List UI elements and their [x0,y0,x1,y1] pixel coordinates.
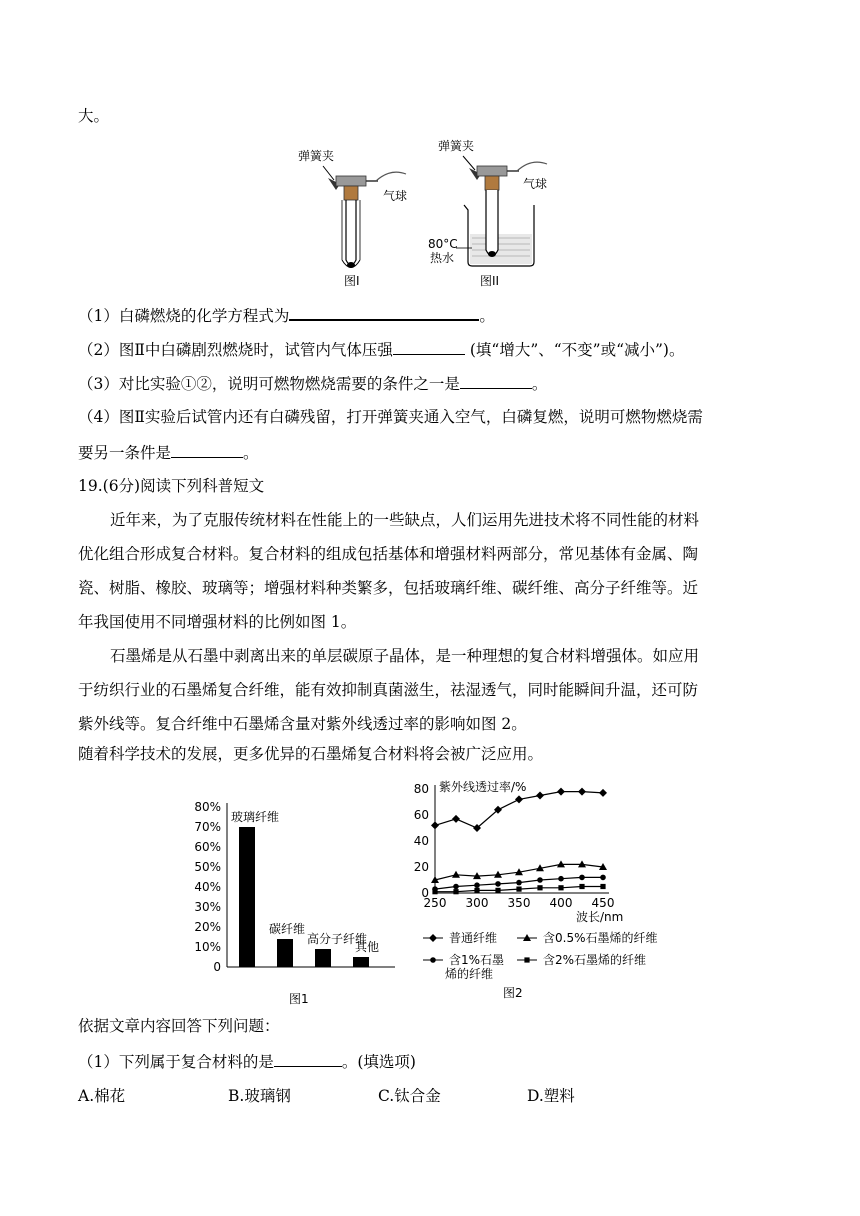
q18-part2-end: (填“增大”、“不变”或“减小”)。 [469,341,685,359]
x-tick-label: 450 [591,896,615,910]
q19-para2-l2: 于纺织行业的石墨烯复合纤维，能有效抑制真菌滋生，祛湿透气，同时能瞬间升温，还可防 [78,681,699,699]
series-3-point [537,877,543,883]
bar-label-1: 玻璃纤维 [231,810,280,824]
hot-water-label: 热水 [430,251,455,265]
series-1-point [557,788,565,796]
y-axis-label: 紫外线透过率/% [439,780,527,794]
q19-heading: 19.(6分)阅读下列科普短文 [78,477,265,495]
y-tick-label: 80 [413,782,429,796]
series-4-point [495,888,500,893]
x-tick-label: 400 [549,896,573,910]
option-b[interactable]: B.玻璃钢 [228,1087,291,1105]
left-clamp-label: 弹簧夹 [298,149,335,163]
bar-2 [277,939,293,967]
series-4-point [537,885,542,890]
legend-1-label: 普通纤维 [449,931,498,945]
q18-part1-blank[interactable] [289,303,479,321]
series-4-point [558,885,563,890]
q19-sub1-text: （1）下列属于复合材料的是 [78,1053,274,1071]
right-balloon-label: 气球 [523,177,548,191]
series-4-point [579,884,584,889]
figure-2-caption: 图II [480,274,500,288]
q18-part4-line2 [78,441,259,463]
series-4-point [432,889,437,894]
series-4-point [453,889,458,894]
q18-part1-text: （1）白磷燃烧的化学方程式为 [78,307,290,325]
series-1-point [431,821,439,829]
bar-label-3: 高分子纤维 [307,932,368,946]
figure-1-apparatus [298,148,407,288]
q18-part4-text: 要另一条件是 [78,444,172,462]
y-tick-label: 60% [194,840,221,854]
q19-para1-l4: 年我国使用不同增强材料的比例如图 1。 [78,613,357,631]
bar-label-2: 碳纤维 [269,922,306,936]
legend-3-label: 含1%石墨 [449,953,505,967]
series-4-point [474,888,479,893]
y-tick-label: 20 [413,860,429,874]
q19-para2-l1: 石墨烯是从石墨中剥离出来的单层碳原子晶体，是一种理想的复合材料增强体。如应用 [110,647,700,665]
q19-sub1-end: 。(填选项) [341,1053,416,1071]
series-3-point [600,875,606,881]
series-4-point [516,887,521,892]
legend-1-marker [429,934,437,942]
q18-part4-end: 。 [243,444,259,462]
series-3-point [495,881,501,887]
y-tick-label: 40 [413,834,429,848]
q19-sub1 [78,1050,416,1072]
q19-para1-l1: 近年来，为了克服传统材料在性能上的一些缺点，人们运用先进技术将不同性能的材料 [110,511,700,529]
bar-1 [239,827,255,967]
x-tick-label: 300 [465,896,489,910]
q18-part3-blank[interactable] [460,372,532,389]
q18-part2-text: （2）图Ⅱ中白磷剧烈燃烧时，试管内气体压强 [78,341,393,359]
y-tick-label: 10% [194,940,221,954]
bar-4 [353,957,369,967]
x-tick-label: 350 [507,896,531,910]
x-axis-label: 波长/nm [576,910,624,924]
left-balloon-label: 气球 [383,189,408,203]
y-tick-label: 50% [194,860,221,874]
q19-para3: 随着科学技术的发展，更多优异的石墨烯复合材料将会被广泛应用。 [78,745,544,763]
legend-4-label: 含2%石墨烯的纤维 [543,953,647,967]
q19-sub1-blank[interactable] [274,1050,342,1067]
y-tick-label: 60 [413,808,429,822]
series-3-point [579,875,585,881]
q18-part1-end: 。 [479,307,495,325]
figure-1-bar-chart [185,785,405,1015]
legend-4-marker [524,957,529,962]
y-tick-label: 40% [194,880,221,894]
x-tick-label: 250 [423,896,447,910]
figure-2-apparatus [428,138,547,288]
series-2-point [452,871,460,878]
series-1 [431,788,607,832]
figure-1-caption: 图1 [289,992,309,1006]
q18-part2 [78,338,684,360]
option-c[interactable]: C.钛合金 [378,1087,441,1105]
q18-part3-text: （3）对比实验①②，说明可燃物燃烧需要的条件之一是 [78,375,460,393]
y-tick-label: 70% [194,820,221,834]
q19-para2-l3: 紫外线等。复合纤维中石墨烯含量对紫外线透过率的影响如图 2。 [78,715,527,733]
legend-3-label-2: 烯的纤维 [445,967,494,981]
figure-2-caption: 图2 [503,986,523,1000]
option-d[interactable]: D.塑料 [527,1087,575,1105]
y-tick-label: 0 [421,886,429,900]
q18-part2-blank[interactable] [393,338,465,355]
series-3-point [516,880,522,886]
series-3-point [558,876,564,882]
q18-part3-end: 。 [531,375,548,393]
legend [423,930,658,981]
right-clamp-label: 弹簧夹 [438,139,475,153]
series-1-point [536,792,544,800]
q19-para1-l3: 瓷、树脂、橡胶、玻璃等；增强材料种类繁多，包括玻璃纤维、碳纤维、高分子纤维等。近 [78,579,699,597]
series-1-point [599,789,607,797]
q18-part4-blank[interactable] [171,441,243,458]
y-tick-label: 30% [194,900,221,914]
q18-part4-line1: （4）图Ⅱ实验后试管内还有白磷残留，打开弹簧夹通入空气，白磷复燃，说明可燃物燃烧需 [78,408,703,426]
bar-3 [315,949,331,967]
legend-2-label: 含0.5%石墨烯的纤维 [543,931,658,945]
series-1-point [515,795,523,803]
series-3-point [453,884,459,890]
figure-2-line-chart [405,775,695,1005]
y-tick-label: 0 [213,960,221,974]
series-1-point [452,815,460,823]
series-4-point [600,884,605,889]
answer-intro: 依据文章内容回答下列问题： [78,1017,280,1035]
series-1-point [578,788,586,796]
option-a[interactable]: A.棉花 [78,1087,126,1105]
series-3-point [474,882,480,888]
legend-3-marker [430,957,436,963]
q18-part3 [78,372,547,394]
y-tick-label: 20% [194,920,221,934]
temperature-label: 80°C [428,237,458,251]
q19-para1-l2: 优化组合形成复合材料。复合材料的组成包括基体和增强材料两部分，常见基体有金属、陶 [78,545,699,563]
figure-1-caption: 图I [344,274,360,288]
bar-label-4: 其他 [355,940,380,954]
y-tick-label: 80% [194,800,221,814]
intro-tail: 大。 [78,107,110,125]
q18-part1 [78,303,495,326]
